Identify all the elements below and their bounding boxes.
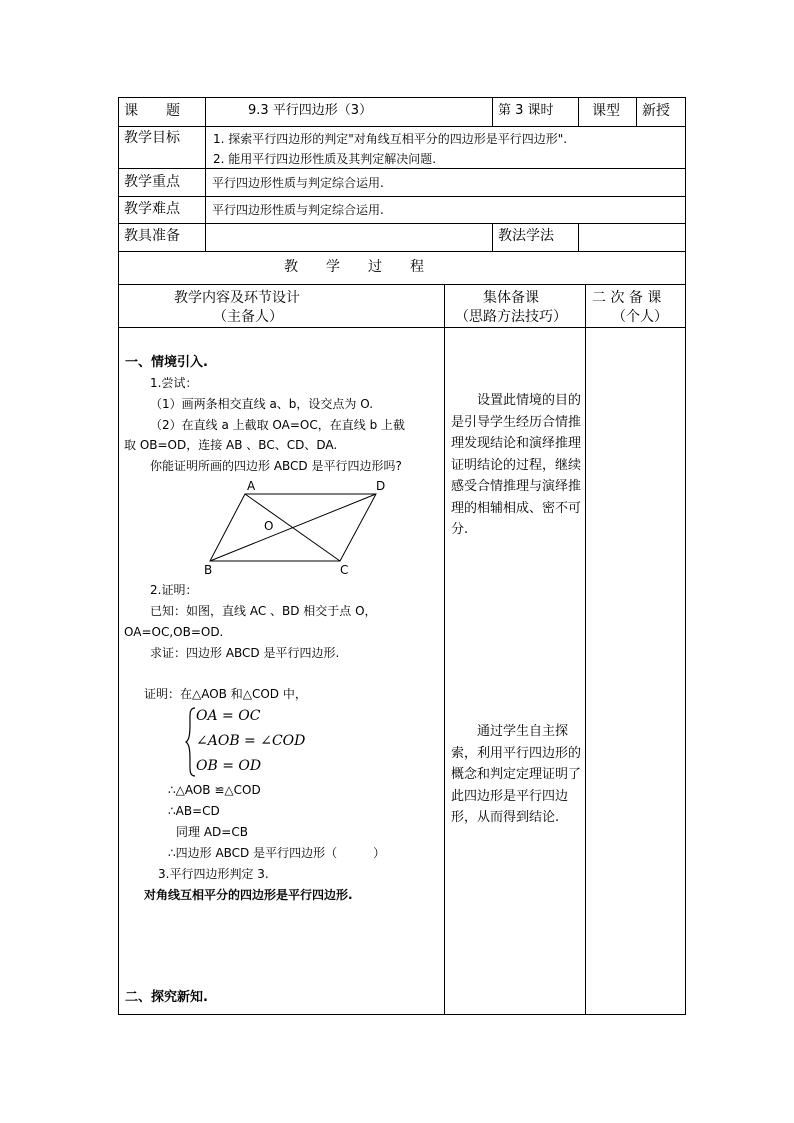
theorem-statement: 对角线互相平分的四边形是平行四边形.: [144, 888, 353, 902]
difficulty-value: 平行四边形性质与判定综合运用.: [212, 203, 384, 217]
to-prove: 求证：四边形 ABCD 是平行四边形.: [150, 646, 340, 660]
row-divider: [118, 223, 686, 224]
col-divider: [492, 223, 493, 251]
section-heading-2: 二、探究新知.: [125, 990, 208, 1005]
proof-step-3: 同理 AD=CB: [176, 825, 248, 839]
col3-header-line2: （个人）: [612, 309, 668, 325]
condition-1: OA = OC: [196, 708, 261, 724]
table-border-top: [118, 97, 686, 98]
prove-heading: 2.证明：: [150, 583, 198, 597]
row-divider: [118, 327, 686, 328]
diagonal-bd: [210, 494, 376, 561]
col2-header-line1: 集体备课: [483, 290, 539, 306]
col-divider: [578, 223, 579, 251]
col3-header-line1: 二 次 备 课: [592, 290, 662, 306]
table-border-left: [118, 97, 119, 1015]
tools-label: 教具准备: [124, 228, 180, 244]
vertex-label-c: C: [340, 563, 349, 577]
col-divider: [578, 97, 579, 126]
col1-header-line2: （主备人）: [213, 309, 283, 325]
note-1: 设置此情境的目的是引导学生经历合情推理发现结论和演绎推理证明结论的过程，继续感受合情推理与演绎推理的相辅相成、密不可分.: [451, 393, 582, 537]
step-2a: （2）在直线 a 上截取 OA=OC，在直线 b 上截: [150, 418, 406, 432]
method-label: 教法学法: [498, 228, 554, 244]
period: 第 3 课时: [498, 103, 554, 118]
center-label-o: O: [264, 519, 274, 533]
table-border-right: [685, 97, 686, 1015]
condition-3: OB = OD: [196, 758, 262, 774]
col2-header-line2: （思路方法技巧）: [455, 309, 567, 325]
row-divider: [118, 251, 686, 252]
proof-intro: 证明：在△AOB 和△COD 中，: [144, 687, 307, 701]
step-1: （1）画两条相交直线 a、b，设交点为 O.: [150, 397, 374, 411]
subject-value: 9.3 平行四边形（3）: [248, 103, 373, 118]
col-divider: [444, 284, 445, 1015]
note-2: 通过学生自主探索，利用平行四边形的概念和判定定理证明了此四边形是平行四边形，从而得到结论.: [451, 724, 582, 825]
difficulty-label: 教学难点: [124, 201, 180, 217]
given-line-2: OA=OC,OB=OD.: [124, 625, 224, 639]
proof-step-2: ∴AB=CD: [168, 804, 220, 818]
step-2b: 取 OB=OD，连接 AB 、BC、CD、DA.: [124, 438, 338, 452]
col1-header-line1: 教学内容及环节设计: [174, 290, 300, 306]
col-divider: [585, 284, 586, 1015]
condition-2: ∠AOB = ∠COD: [196, 733, 306, 749]
type-value: 新授: [642, 103, 670, 119]
row-divider: [118, 126, 686, 127]
theorem-label: 3.平行四边形判定 3.: [158, 867, 269, 881]
try-heading: 1.尝试：: [150, 376, 198, 390]
goal-label: 教学目标: [124, 130, 180, 146]
key-value: 平行四边形性质与判定综合运用.: [212, 176, 384, 190]
vertex-label-d: D: [376, 479, 386, 493]
key-label: 教学重点: [124, 174, 180, 190]
question: 你能证明所画的四边形 ABCD 是平行四边形吗?: [150, 459, 402, 473]
goal-item-2: 2. 能用平行四边形性质及其判定解决问题.: [213, 152, 437, 166]
row-divider: [118, 196, 686, 197]
given-line-1: 已知：如图，直线 AC 、BD 相交于点 O，: [150, 604, 377, 618]
proof-step-4: ∴四边形 ABCD 是平行四边形（ ）: [168, 846, 386, 860]
goal-item-1: 1. 探索平行四边形的判定"对角线互相平分的四边形是平行四边形".: [213, 132, 568, 146]
col-divider: [636, 97, 637, 126]
subject-label: 课 题: [124, 103, 180, 119]
col-divider: [205, 97, 206, 251]
parallelogram-figure: [200, 476, 400, 580]
process-title: 教 学 过 程: [284, 259, 424, 275]
table-border-bottom: [118, 1014, 686, 1015]
row-divider: [118, 168, 686, 169]
type-label: 课型: [592, 103, 620, 119]
vertex-label-a: A: [247, 479, 256, 493]
section-heading-1: 一、情境引入.: [125, 355, 208, 370]
vertex-label-b: B: [204, 563, 213, 577]
row-divider: [118, 284, 686, 285]
proof-step-1: ∴△AOB ≌△COD: [168, 783, 261, 797]
col-divider: [492, 97, 493, 126]
